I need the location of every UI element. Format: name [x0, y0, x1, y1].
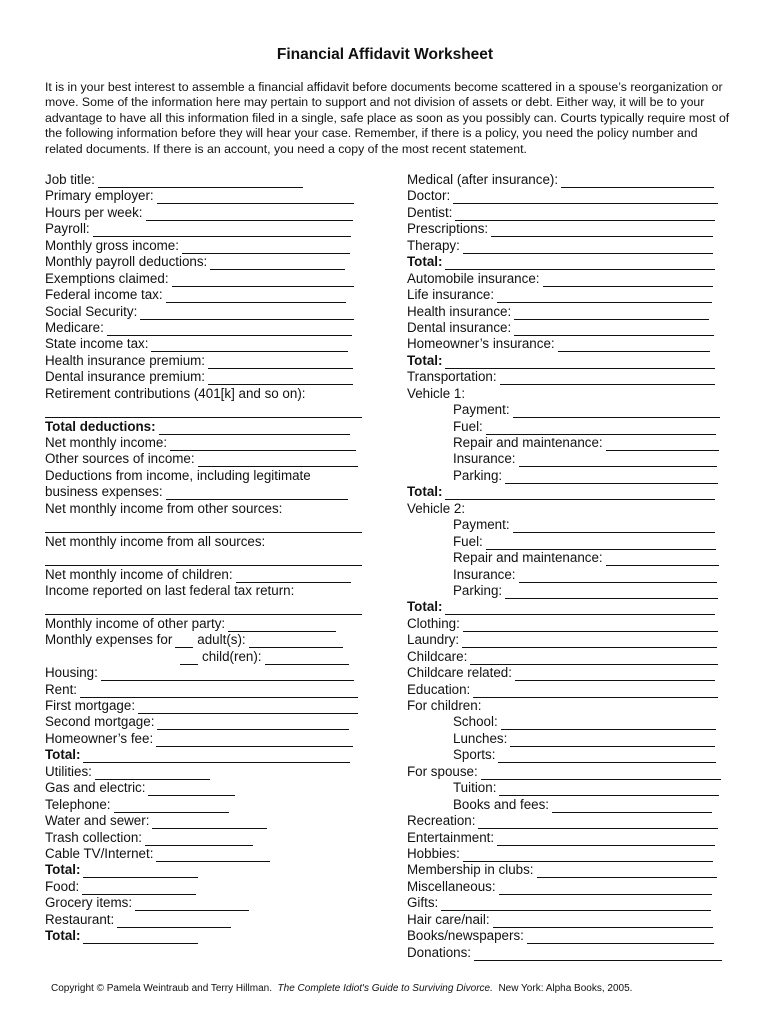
page-title: Financial Affidavit Worksheet: [276, 46, 494, 63]
field-line-children-lunches[interactable]: [510, 733, 715, 747]
field-label: Total:: [407, 352, 443, 368]
field-line-exemptions-claimed[interactable]: [172, 273, 354, 287]
field-line-spouse-tuition[interactable]: [499, 782, 719, 796]
form-row: [45, 764, 365, 780]
form-row: [45, 336, 365, 352]
form-row: [45, 830, 365, 846]
form-row: [45, 599, 365, 615]
form-row: [407, 682, 727, 698]
field-line-telephone[interactable]: [114, 799, 229, 813]
field-label: Net monthly income from other sources:: [45, 500, 283, 516]
field-label: Life insurance:: [407, 287, 495, 303]
form-row: [45, 386, 365, 402]
field-label: adult(s):: [197, 632, 246, 648]
field-label: Net monthly income from all sources:: [45, 533, 266, 549]
form-row: [45, 747, 365, 763]
field-line-trash-collection[interactable]: [145, 832, 253, 846]
field-line-business-expenses[interactable]: [166, 486, 348, 500]
form-row: [407, 188, 727, 204]
field-line-childcare-related[interactable]: [515, 667, 715, 681]
form-row: [45, 172, 365, 188]
field-line-monthly-payroll-deductions[interactable]: [210, 256, 345, 270]
form-row: [45, 517, 365, 533]
field-label: Repair and maintenance:: [453, 550, 603, 566]
field-label: Rent:: [45, 681, 78, 697]
field-label: Housing:: [45, 665, 98, 681]
form-row: [407, 205, 727, 221]
field-label: Gas and electric:: [45, 780, 146, 796]
form-row: [407, 714, 727, 730]
field-line-vehicle1-total[interactable]: [445, 486, 715, 500]
field-line-books-newspapers[interactable]: [527, 930, 714, 944]
field-label: Medicare:: [45, 319, 104, 335]
field-label: Total:: [45, 747, 81, 763]
field-line-restaurant[interactable]: [117, 914, 231, 928]
form-row: [407, 665, 727, 681]
form-row: [407, 649, 727, 665]
field-line-life-insurance[interactable]: [497, 289, 712, 303]
field-label: Sports:: [453, 747, 496, 763]
form-row: [407, 780, 727, 796]
field-line-utilities[interactable]: [95, 766, 210, 780]
field-line-for-spouse[interactable]: [481, 766, 721, 780]
form-row: [407, 271, 727, 287]
field-line-health-insurance[interactable]: [514, 306, 709, 320]
field-label: Tuition:: [453, 780, 497, 796]
field-label: Retirement contributions (401[k] and so on):: [45, 385, 306, 401]
field-line-vehicle1-insurance[interactable]: [519, 453, 717, 467]
form-row: [45, 797, 365, 813]
field-line-federal-income-tax[interactable]: [166, 289, 346, 303]
field-line-grocery-items[interactable]: [135, 897, 249, 911]
field-label: Donations:: [407, 944, 472, 960]
field-label: Utilities:: [45, 763, 92, 779]
intro-paragraph: It is in your best interest to assemble a financial affidavit before documents become scattered in a spouse’s reorganization or move. Some of the information here may pertain to support and not division of assets or debt. Either way, it will be to your advantage to have all this information filed in a single, safe place as soon as you possibly can. Courts typically require most of the following information before they will hear your case. Remember, if there is a policy, you need the policy number and related documents. If there is an account, you need a copy of the most recent statement.: [45, 80, 730, 156]
form-row: [45, 287, 365, 303]
field-label: Childcare:: [407, 648, 468, 664]
field-line-primary-employer[interactable]: [157, 190, 354, 204]
field-line-children-count[interactable]: [180, 651, 198, 665]
field-label: Insurance:: [453, 451, 516, 467]
form-row: [407, 287, 727, 303]
field-label: Grocery items:: [45, 895, 133, 911]
field-label: Homeowner’s insurance:: [407, 336, 555, 352]
field-line-second-mortgage[interactable]: [157, 716, 349, 730]
field-label: Monthly payroll deductions:: [45, 254, 208, 270]
field-line-spouse-books-fees[interactable]: [552, 799, 712, 813]
form-row: [45, 271, 365, 287]
field-label: Monthly expenses for: [45, 632, 173, 648]
field-line-state-income-tax[interactable]: [151, 338, 348, 352]
form-row: [407, 435, 727, 451]
field-line-rent[interactable]: [80, 684, 358, 698]
field-line-food-total[interactable]: [83, 930, 198, 944]
form-row: [407, 928, 727, 944]
field-label: Payment:: [453, 402, 510, 418]
form-row: [407, 945, 727, 961]
form-row: [45, 928, 365, 944]
field-label: Cable TV/Internet:: [45, 845, 154, 861]
field-label: Health insurance premium:: [45, 352, 206, 368]
field-line-hours-per-week[interactable]: [146, 207, 353, 221]
field-line-net-monthly-income[interactable]: [170, 437, 356, 451]
field-label: Restaurant:: [45, 911, 115, 927]
income-expense-column-left: [45, 172, 365, 945]
field-line-hobbies[interactable]: [463, 848, 713, 862]
field-line-gifts[interactable]: [441, 897, 711, 911]
form-row: [407, 221, 727, 237]
form-row: [45, 567, 365, 583]
field-line-job-title[interactable]: [98, 174, 303, 188]
field-label: Water and sewer:: [45, 813, 150, 829]
form-row: [407, 747, 727, 763]
field-line-gas-electric[interactable]: [148, 782, 235, 796]
field-line-dental-insurance-premium[interactable]: [208, 371, 353, 385]
form-row: [45, 468, 365, 484]
form-row: [407, 830, 727, 846]
field-label: Federal income tax:: [45, 287, 163, 303]
field-line-social-security[interactable]: [140, 306, 354, 320]
field-line-homeowners-fee[interactable]: [156, 733, 353, 747]
form-row: [407, 353, 727, 369]
field-line-prescriptions[interactable]: [491, 223, 713, 237]
form-row: [45, 714, 365, 730]
field-line-recreation[interactable]: [478, 815, 718, 829]
field-line-expenses-adults[interactable]: [249, 634, 343, 648]
field-line-monthly-gross-income[interactable]: [182, 240, 350, 254]
field-label: Primary employer:: [45, 188, 154, 204]
field-label: Lunches:: [453, 730, 508, 746]
field-line-net-income-children[interactable]: [236, 569, 351, 583]
form-row: [407, 583, 727, 599]
field-label: Childcare related:: [407, 665, 512, 681]
field-label: Books/newspapers:: [407, 928, 524, 944]
form-row: [407, 862, 727, 878]
field-label: Parking:: [453, 467, 503, 483]
field-line-utilities-total[interactable]: [83, 864, 198, 878]
form-row: [45, 616, 365, 632]
form-row: [45, 731, 365, 747]
field-label: Laundry:: [407, 632, 460, 648]
field-line-other-sources-of-income[interactable]: [198, 453, 358, 467]
form-row: [45, 895, 365, 911]
field-label: Social Security:: [45, 303, 138, 319]
form-row: [45, 780, 365, 796]
field-label: For spouse:: [407, 763, 478, 779]
field-line-retirement-contributions[interactable]: [45, 402, 362, 418]
form-row: [407, 813, 727, 829]
field-label: Payroll:: [45, 221, 90, 237]
form-row: [45, 451, 365, 467]
form-row: [45, 698, 365, 714]
field-label: Job title:: [45, 172, 95, 187]
form-row: [407, 797, 727, 813]
field-line-dental-insurance[interactable]: [514, 322, 714, 336]
copyright-footer: [51, 983, 632, 994]
form-row: [407, 879, 727, 895]
field-line-expenses-children[interactable]: [265, 651, 349, 665]
field-line-laundry[interactable]: [462, 634, 717, 648]
field-label: Parking:: [453, 582, 503, 598]
field-label: Dentist:: [407, 204, 453, 220]
form-row: [407, 419, 727, 435]
field-label: Gifts:: [407, 895, 439, 911]
field-label: Education:: [407, 681, 471, 697]
field-line-therapy[interactable]: [463, 240, 713, 254]
form-row: [407, 764, 727, 780]
field-line-vehicle2-insurance[interactable]: [519, 569, 717, 583]
field-label: Homeowner’s fee:: [45, 730, 154, 746]
field-line-medical-total[interactable]: [445, 256, 715, 270]
expense-column-right: [407, 172, 727, 961]
field-label: Automobile insurance:: [407, 270, 540, 286]
form-row: [407, 386, 727, 402]
form-row: [45, 369, 365, 385]
field-label: Telephone:: [45, 796, 111, 812]
field-label: Books and fees:: [453, 796, 550, 812]
field-label: First mortgage:: [45, 698, 136, 713]
form-row: [407, 254, 727, 270]
field-line-net-income-other-sources[interactable]: [45, 517, 362, 533]
form-row: [407, 501, 727, 517]
field-line-payroll[interactable]: [93, 223, 351, 237]
field-label: Total:: [407, 599, 443, 615]
field-label: business expenses:: [45, 484, 163, 500]
field-label: Clothing:: [407, 615, 460, 631]
field-label: State income tax:: [45, 336, 149, 352]
field-label: Total:: [407, 484, 443, 500]
form-row: [407, 731, 727, 747]
field-line-hair-care-nail[interactable]: [493, 914, 713, 928]
copyright-text: Copyright © Pamela Weintraub and Terry Hillman.: [51, 983, 272, 994]
field-line-vehicle2-payment[interactable]: [513, 519, 715, 533]
form-row: [45, 501, 365, 517]
form-row: [407, 468, 727, 484]
form-row: [45, 632, 365, 648]
form-row: [407, 517, 727, 533]
field-line-cable-internet[interactable]: [156, 848, 270, 862]
form-row: [407, 616, 727, 632]
field-line-water-sewer[interactable]: [152, 815, 267, 829]
field-label: Fuel:: [453, 418, 483, 434]
form-row: [407, 550, 727, 566]
form-row: [45, 649, 365, 665]
form-row: [45, 846, 365, 862]
form-row: [45, 484, 365, 500]
field-label: Second mortgage:: [45, 714, 155, 730]
form-row: [407, 895, 727, 911]
book-title: The Complete Idiot's Guide to Surviving Divorce.: [277, 983, 493, 994]
field-label: Monthly gross income:: [45, 237, 179, 253]
field-label: Miscellaneous:: [407, 878, 496, 894]
field-line-automobile-insurance[interactable]: [543, 273, 713, 287]
form-row: [45, 188, 365, 204]
form-row: [407, 698, 727, 714]
field-label: Medical (after insurance):: [407, 172, 559, 187]
field-line-children-sports[interactable]: [498, 749, 716, 763]
form-row: [45, 419, 365, 435]
form-row: [407, 172, 727, 188]
field-label: Vehicle 1:: [407, 385, 466, 401]
form-row: [407, 369, 727, 385]
form-row: [407, 484, 727, 500]
field-label: School:: [453, 714, 498, 730]
field-line-education[interactable]: [473, 684, 718, 698]
form-row: [45, 665, 365, 681]
field-line-insurance-total[interactable]: [445, 355, 715, 369]
field-label: Income reported on last federal tax return:: [45, 582, 295, 598]
field-label: Total:: [407, 254, 443, 270]
field-label: Net monthly income:: [45, 435, 168, 450]
form-row: [45, 435, 365, 451]
form-row: [407, 402, 727, 418]
field-line-donations[interactable]: [474, 947, 722, 961]
form-row: [45, 862, 365, 878]
field-label: Dental insurance:: [407, 319, 512, 335]
field-label: Total deductions:: [45, 418, 156, 434]
field-label: Membership in clubs:: [407, 862, 534, 878]
form-row: [407, 534, 727, 550]
field-line-vehicle1-fuel[interactable]: [486, 421, 716, 435]
field-label: Other sources of income:: [45, 451, 195, 467]
form-row: [45, 402, 365, 418]
field-label: Health insurance:: [407, 303, 512, 319]
field-line-vehicle1-repair[interactable]: [606, 437, 719, 451]
field-label: Payment:: [453, 517, 510, 533]
form-row: [45, 353, 365, 369]
field-line-dentist[interactable]: [455, 207, 715, 221]
field-label: Therapy:: [407, 237, 460, 253]
field-label: Food:: [45, 878, 80, 894]
field-line-vehicle2-repair[interactable]: [606, 552, 719, 566]
field-line-vehicle1-parking[interactable]: [505, 470, 718, 484]
field-line-adults-count[interactable]: [175, 634, 193, 648]
field-label: Net monthly income of children:: [45, 566, 233, 582]
field-label: Dental insurance premium:: [45, 369, 206, 385]
form-row: [407, 320, 727, 336]
form-row: [45, 304, 365, 320]
field-line-membership-clubs[interactable]: [537, 864, 717, 878]
form-row: [45, 238, 365, 254]
field-label: Deductions from income, including legitimate: [45, 467, 311, 483]
field-line-doctor[interactable]: [453, 190, 718, 204]
field-label: Insurance:: [453, 566, 516, 582]
field-line-vehicle1-payment[interactable]: [513, 404, 720, 418]
field-label: Hobbies:: [407, 845, 460, 861]
field-label: Recreation:: [407, 813, 476, 829]
form-row: [45, 912, 365, 928]
field-line-housing-total[interactable]: [83, 749, 350, 763]
field-line-clothing[interactable]: [463, 618, 718, 632]
field-line-vehicle2-total[interactable]: [445, 601, 715, 615]
form-row: [407, 599, 727, 615]
field-label: Vehicle 2:: [407, 500, 466, 516]
field-line-miscellaneous[interactable]: [499, 881, 712, 895]
form-row: [45, 320, 365, 336]
form-row: [45, 221, 365, 237]
form-row: [45, 254, 365, 270]
field-label: Exemptions claimed:: [45, 270, 169, 286]
field-label: child(ren):: [202, 648, 262, 664]
field-label: Total:: [45, 862, 81, 878]
field-line-transportation[interactable]: [500, 371, 715, 385]
field-line-food[interactable]: [82, 881, 196, 895]
field-line-housing[interactable]: [101, 667, 354, 681]
field-label: Entertainment:: [407, 829, 495, 845]
field-line-medicare[interactable]: [107, 322, 352, 336]
field-label: Repair and maintenance:: [453, 435, 603, 450]
field-line-income-federal-tax-return[interactable]: [45, 599, 362, 615]
field-line-first-mortgage[interactable]: [138, 700, 358, 714]
field-line-homeowners-insurance[interactable]: [558, 338, 710, 352]
field-line-net-income-all-sources[interactable]: [45, 550, 362, 566]
form-row: [407, 304, 727, 320]
field-line-childcare[interactable]: [470, 651, 718, 665]
form-row: [45, 682, 365, 698]
form-row: [45, 583, 365, 599]
publisher-text: New York: Alpha Books, 2005.: [498, 983, 633, 994]
form-row: [45, 534, 365, 550]
form-row: [45, 205, 365, 221]
field-label: Hours per week:: [45, 204, 143, 220]
field-line-vehicle2-parking[interactable]: [505, 585, 718, 599]
form-row: [45, 813, 365, 829]
field-line-entertainment[interactable]: [497, 832, 715, 846]
field-line-vehicle2-fuel[interactable]: [486, 536, 716, 550]
field-line-income-other-party[interactable]: [228, 618, 336, 632]
form-row: [407, 567, 727, 583]
field-label: Prescriptions:: [407, 221, 489, 237]
field-line-medical[interactable]: [561, 174, 714, 188]
form-row: [45, 550, 365, 566]
field-label: Hair care/nail:: [407, 911, 490, 927]
form-row: [407, 846, 727, 862]
form-row: [407, 238, 727, 254]
field-line-total-deductions[interactable]: [159, 421, 350, 435]
form-row: [45, 879, 365, 895]
field-line-children-school[interactable]: [501, 716, 716, 730]
field-label: Monthly income of other party:: [45, 615, 226, 631]
form-row: [407, 632, 727, 648]
field-label: Transportation:: [407, 369, 497, 385]
field-label: Total:: [45, 928, 81, 944]
field-label: Doctor:: [407, 188, 451, 204]
field-label: Trash collection:: [45, 829, 142, 845]
form-row: [407, 336, 727, 352]
form-row: [407, 451, 727, 467]
field-line-health-insurance-premium[interactable]: [208, 355, 353, 369]
field-label: For children:: [407, 698, 482, 713]
field-label: Fuel:: [453, 533, 483, 549]
form-row: [407, 912, 727, 928]
